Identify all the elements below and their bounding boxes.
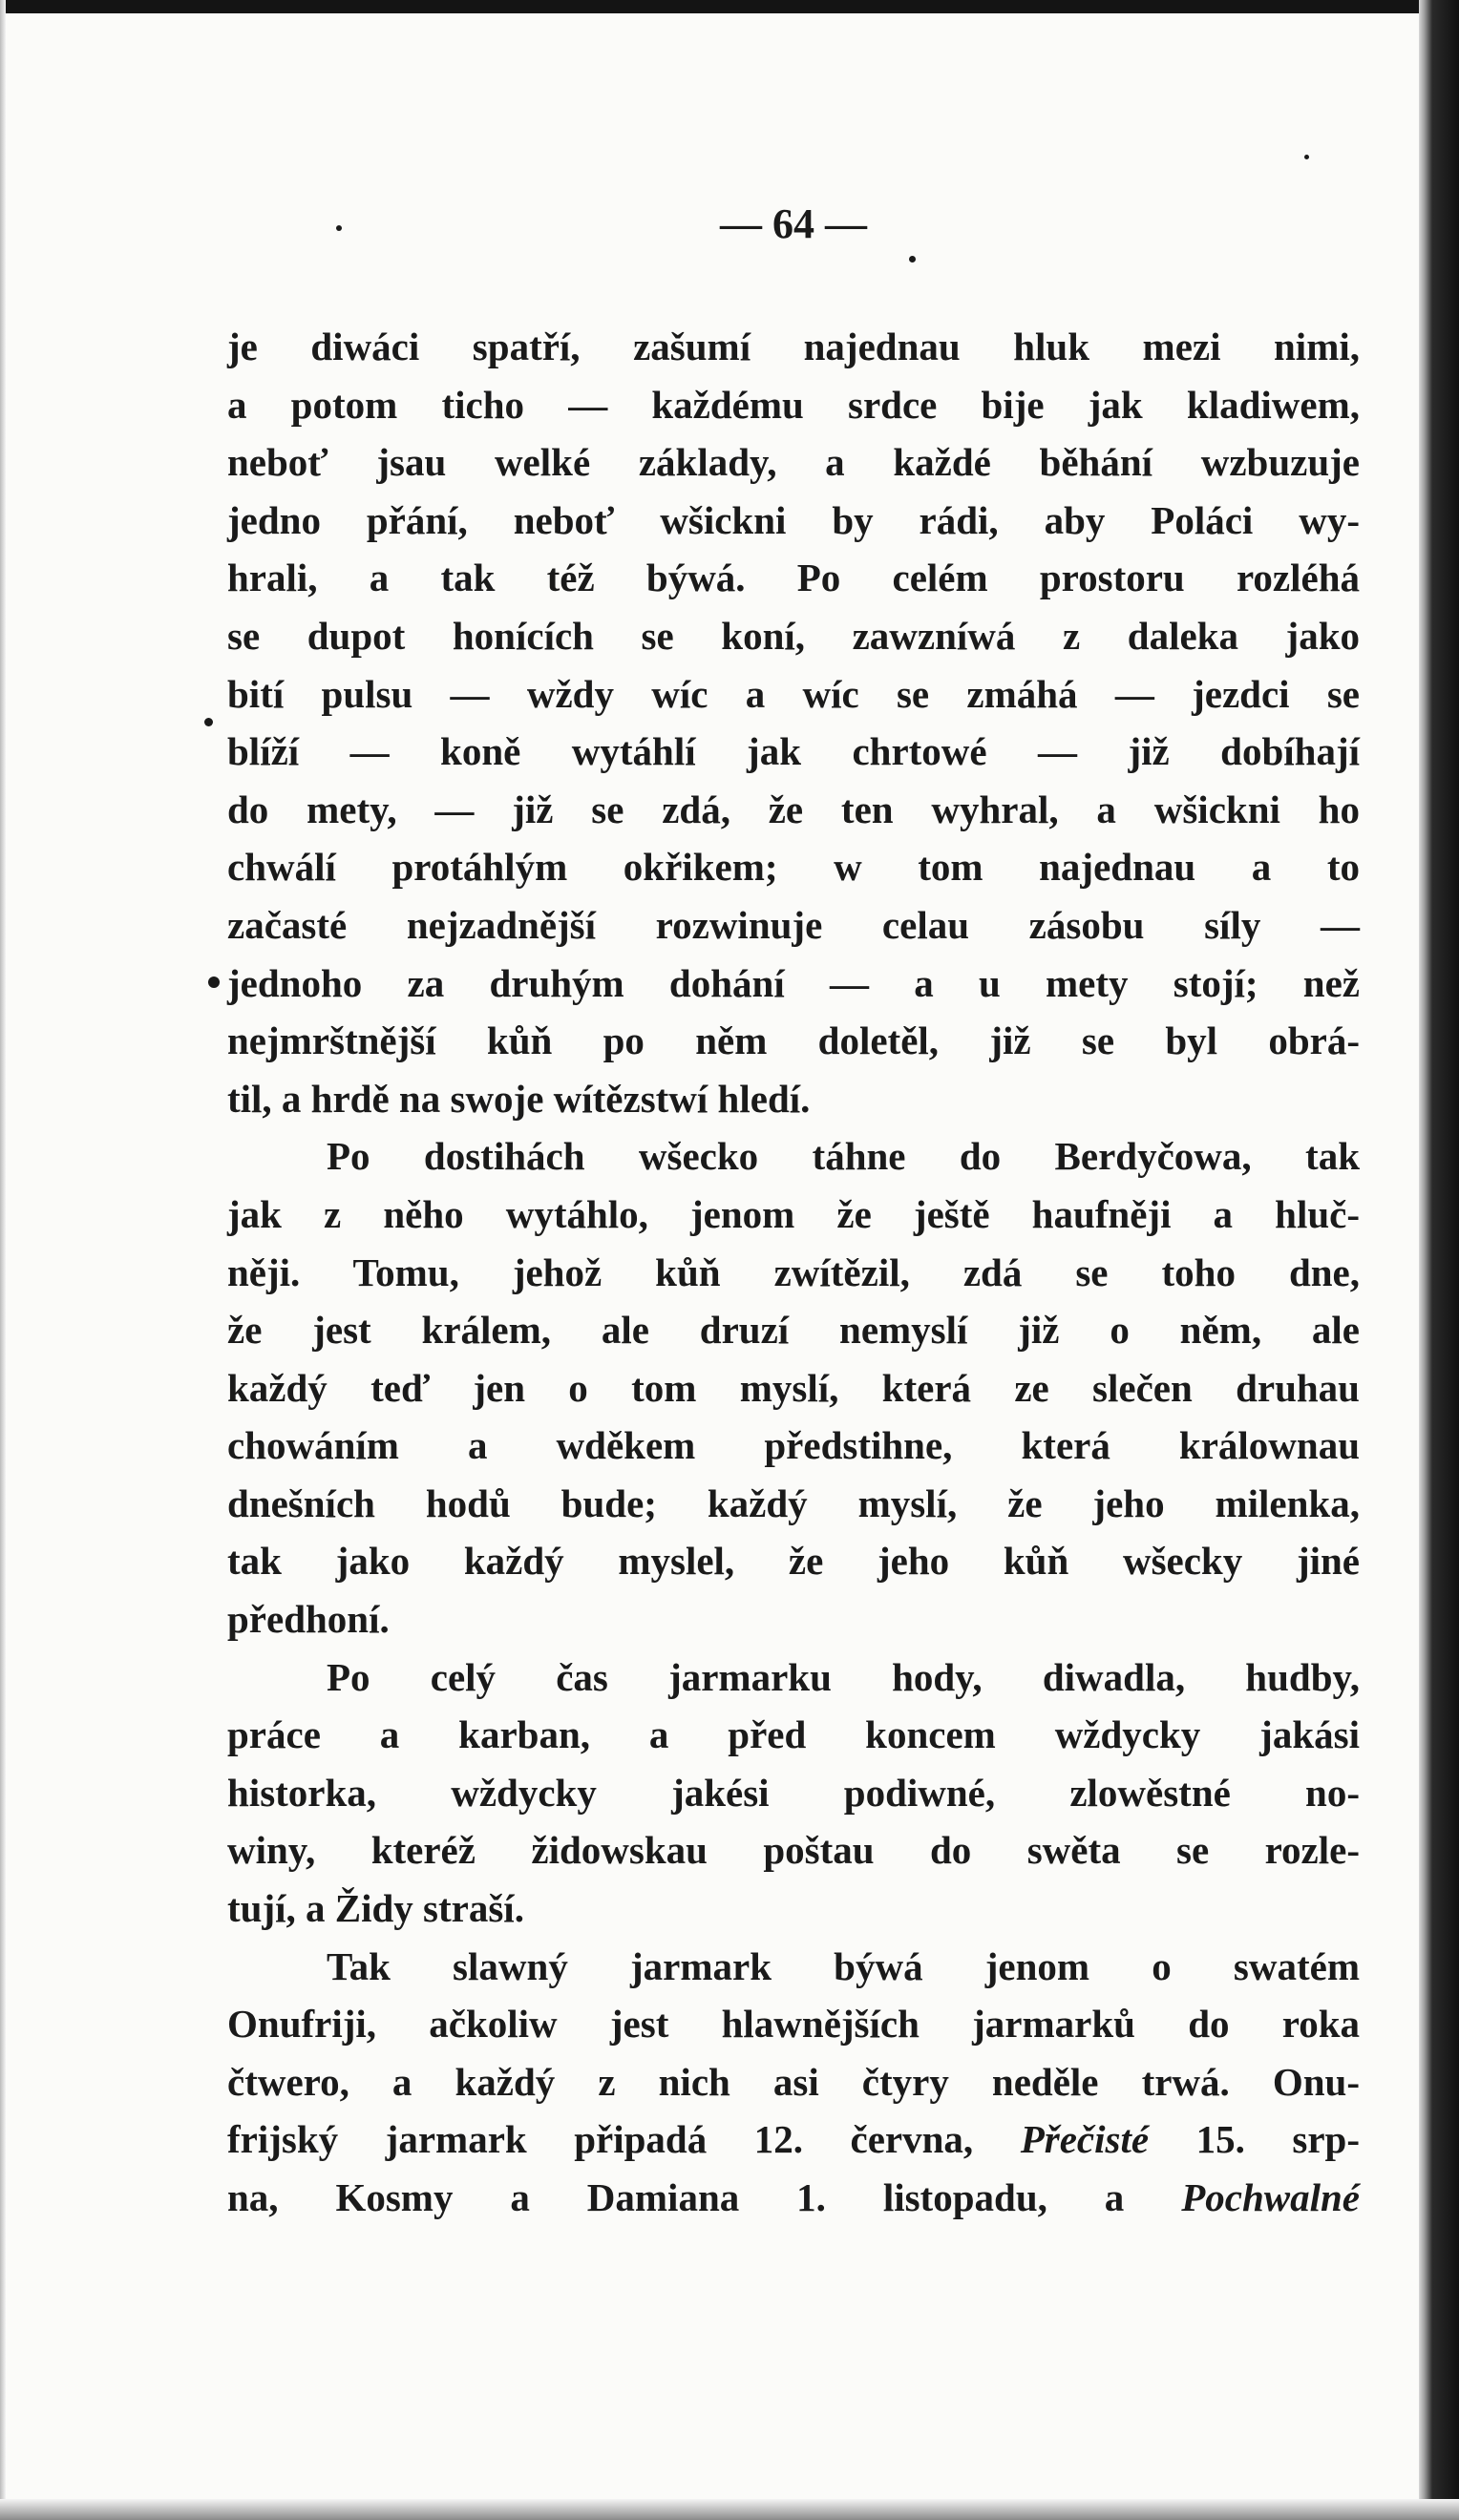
- text-line: til, a hrdě na swoje wítězstwí hledí.: [227, 1076, 811, 1121]
- text-line: každý teď jen o tom myslí, která ze slečen druhau: [227, 1365, 1360, 1410]
- text-line: začasté nejzadnější rozwinuje celau zásobu síly —: [227, 902, 1360, 947]
- text-line: tují, a Židy straší.: [227, 1886, 524, 1931]
- text-line: nejmrštnější kůň po něm doletěl, již se byl obrá-: [227, 1018, 1360, 1063]
- text-line: práce a karban, a před koncem wždycky jakási: [227, 1712, 1360, 1757]
- text-line: neboť jsau welké základy, a každé běhání wzbuzuje: [227, 440, 1360, 485]
- text-segment: 15. srp-: [1149, 2117, 1360, 2162]
- scan-top-edge: [0, 0, 1459, 13]
- text-line: tak jako každý myslel, že jeho kůň wšecky jiné: [227, 1539, 1360, 1584]
- text-line: winy, kteréž židowskau poštau do swěta se rozle-: [227, 1828, 1360, 1873]
- text-line: Po celý čas jarmarku hody, diwadla, hudby,: [327, 1654, 1360, 1699]
- italic-term: Přečisté: [1020, 2117, 1150, 2162]
- paragraph-fair: [227, 1648, 1360, 1938]
- print-speck: [208, 976, 220, 988]
- text-line: Onufriji, ačkoliw jest hlawnějších jarmarků do roka: [227, 2002, 1360, 2047]
- text-line: něji. Tomu, jehož kůň zwítězil, zdá se toho dne,: [227, 1250, 1360, 1294]
- text-line: je diwáci spatří, zašumí najednau hluk mezi nimi,: [227, 325, 1360, 368]
- text-segment: frijský jarmark připadá 12. června,: [227, 2117, 1021, 2162]
- text-line: se dupot honících se koní, zawzníwá z daleka jako: [227, 613, 1360, 658]
- text-segment: na, Kosmy a Damiana 1. listopadu, a: [227, 2175, 1182, 2219]
- paragraph-races: [227, 318, 1360, 1127]
- text-line: dnešních hodů bude; každý myslí, že jeho milenka,: [227, 1480, 1360, 1525]
- paragraph-after-races: [227, 1127, 1360, 1648]
- page-body: [227, 196, 1360, 2227]
- text-line: Po dostihách wšecko táhne do Berdyčowa, tak: [327, 1134, 1360, 1179]
- italic-term: Pochwalné: [1181, 2175, 1360, 2219]
- page-number: — 64 —: [720, 200, 867, 247]
- text-line: Tak slawný jarmark býwá jenom o swatém: [327, 1943, 1360, 1988]
- text-line: [227, 2110, 1360, 2169]
- text-line: chwálí protáhlým okřikem; w tom najednau a to: [227, 845, 1360, 890]
- scan-left-edge: [0, 0, 6, 2520]
- text-line: blíží — koně wytáhlí jak chrtowé — již dobíhají: [227, 729, 1360, 774]
- text-line: předhoní.: [227, 1597, 390, 1642]
- paragraph-onufrij: [227, 1938, 1360, 2227]
- text-line: do mety, — již se zdá, že ten wyhral, a wšickni ho: [227, 787, 1360, 831]
- print-speck: [1304, 155, 1309, 159]
- scan-right-edge: [1419, 0, 1459, 2520]
- text-line: [227, 2169, 1360, 2227]
- text-line: že jest králem, ale druzí nemyslí již o něm, ale: [227, 1308, 1360, 1353]
- text-line: hrali, a tak též býwá. Po celém prostoru rozléhá: [227, 556, 1360, 600]
- text-line: jednoho za druhým dohání — a u mety stojí; než: [227, 960, 1360, 1005]
- print-speck: [204, 718, 213, 726]
- text-line: a potom ticho — každému srdce bije jak kladiwem,: [227, 382, 1360, 427]
- text-line: jedno přání, neboť wšickni by rádi, aby Poláci wy-: [227, 497, 1360, 542]
- text-line: bití pulsu — wždy wíc a wíc se zmáhá — jezdci se: [227, 671, 1360, 716]
- text-line: chowáním a wděkem předstihne, která králownau: [227, 1423, 1360, 1468]
- scan-bottom-edge: [0, 2499, 1459, 2520]
- text-line: jak z něho wytáhlo, jenom že ještě haufněji a hluč-: [227, 1191, 1360, 1236]
- text-line: čtwero, a každý z nich asi čtyry neděle trwá. Onu-: [227, 2059, 1360, 2104]
- text-line: historka, wždycky jakési podiwné, zlowěstné no-: [227, 1770, 1360, 1815]
